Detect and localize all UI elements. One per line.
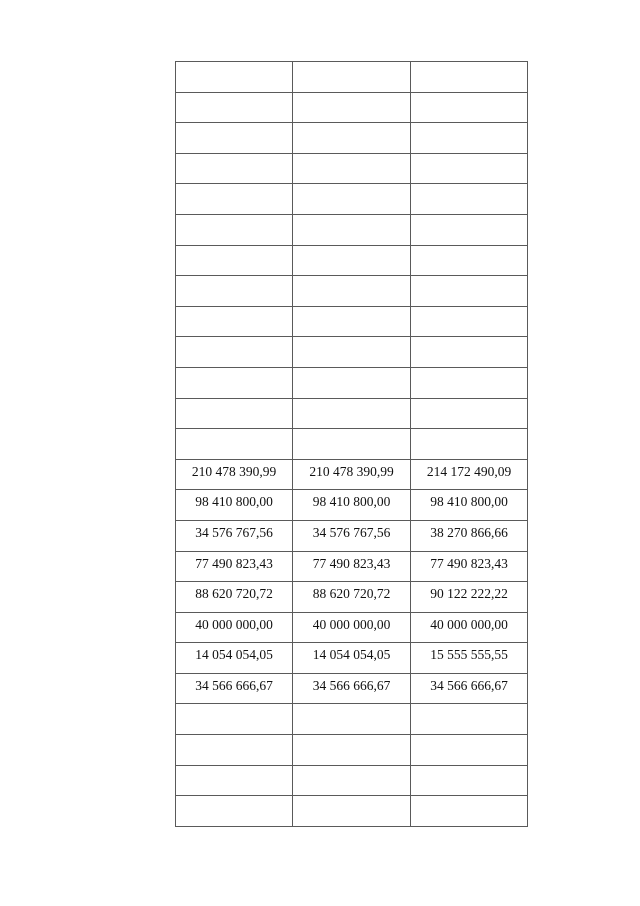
cell-value: 210 478 390,99 [191, 463, 277, 479]
table-cell [176, 612, 293, 643]
cell-value: 40 000 000,00 [312, 616, 391, 632]
table-cell [176, 673, 293, 704]
table-cell [411, 735, 528, 766]
table-cell [293, 123, 411, 154]
table-cell [411, 62, 528, 93]
table-cell [176, 582, 293, 613]
table-cell [411, 429, 528, 460]
table-cell [176, 184, 293, 215]
table-cell [293, 184, 411, 215]
table-row [176, 673, 528, 704]
table-cell [411, 306, 528, 337]
cell-value: 210 478 390,99 [309, 463, 394, 479]
table-cell [411, 612, 528, 643]
table-row [176, 337, 528, 368]
cell-value: 14 054 054,05 [312, 647, 391, 663]
table-cell [411, 704, 528, 735]
table-cell [176, 796, 293, 827]
table-row [176, 765, 528, 796]
table-cell [293, 337, 411, 368]
table-cell [293, 612, 411, 643]
table-row [176, 704, 528, 735]
table-cell [411, 520, 528, 551]
cell-value: 15 555 555,55 [430, 647, 508, 663]
table-row [176, 490, 528, 521]
table-cell [176, 429, 293, 460]
table-row [176, 398, 528, 429]
cell-value: 90 122 222,22 [430, 586, 508, 602]
table-row [176, 306, 528, 337]
cell-value: 77 490 823,43 [312, 555, 391, 571]
table-row [176, 520, 528, 551]
table-row [176, 214, 528, 245]
table-cell [176, 276, 293, 307]
table-cell [293, 520, 411, 551]
table-cell [411, 459, 528, 490]
data-table [175, 61, 528, 827]
table-row [176, 153, 528, 184]
table-cell [176, 92, 293, 123]
table-cell [176, 306, 293, 337]
table-cell [411, 643, 528, 674]
table-cell [293, 276, 411, 307]
table-cell [293, 459, 411, 490]
table-cell [176, 704, 293, 735]
cell-value: 98 410 800,00 [195, 494, 273, 510]
table-cell [293, 765, 411, 796]
table-row [176, 92, 528, 123]
table-cell [411, 245, 528, 276]
cell-value: 214 172 490,09 [426, 463, 512, 479]
cell-value: 77 490 823,43 [430, 555, 508, 571]
table-cell [411, 123, 528, 154]
table-cell [411, 398, 528, 429]
cell-value: 40 000 000,00 [430, 616, 508, 632]
cell-value: 34 566 666,67 [312, 677, 391, 693]
table-cell [293, 643, 411, 674]
table-cell [293, 367, 411, 398]
cell-value: 77 490 823,43 [195, 555, 273, 571]
table-cell [411, 184, 528, 215]
table-cell [176, 153, 293, 184]
table-row [176, 735, 528, 766]
table-cell [411, 551, 528, 582]
table-cell [411, 796, 528, 827]
cell-value: 34 566 666,67 [430, 677, 508, 693]
cell-value: 38 270 866,66 [430, 524, 508, 540]
table-cell [293, 92, 411, 123]
table-cell [176, 123, 293, 154]
table-row [176, 459, 528, 490]
cell-value: 34 576 767,56 [195, 524, 273, 540]
table-cell [293, 245, 411, 276]
table-cell [176, 459, 293, 490]
table-cell [176, 520, 293, 551]
table-cell [293, 306, 411, 337]
table-cell [411, 765, 528, 796]
table-cell [411, 276, 528, 307]
table-cell [293, 735, 411, 766]
table-cell [176, 490, 293, 521]
table-cell [293, 704, 411, 735]
table-cell [411, 490, 528, 521]
table-cell [411, 673, 528, 704]
cell-value: 98 410 800,00 [312, 494, 391, 510]
cell-value: 34 576 767,56 [312, 524, 391, 540]
cell-value: 34 566 666,67 [195, 677, 273, 693]
table-cell [411, 582, 528, 613]
cell-value: 88 620 720,72 [195, 586, 273, 602]
table-cell [176, 398, 293, 429]
table-cell [176, 337, 293, 368]
table-row [176, 245, 528, 276]
table-cell [293, 153, 411, 184]
table-cell [176, 245, 293, 276]
cell-value: 14 054 054,05 [195, 647, 273, 663]
table-cell [293, 429, 411, 460]
table-cell [411, 367, 528, 398]
table-body [176, 62, 528, 827]
table-cell [411, 153, 528, 184]
table-cell [176, 765, 293, 796]
table-cell [293, 673, 411, 704]
table-row [176, 367, 528, 398]
table-cell [411, 337, 528, 368]
table-cell [411, 214, 528, 245]
table-row [176, 796, 528, 827]
table-row [176, 551, 528, 582]
table-cell [293, 551, 411, 582]
cell-value: 98 410 800,00 [430, 494, 508, 510]
cell-value: 88 620 720,72 [312, 586, 391, 602]
table-row [176, 123, 528, 154]
table-row [176, 582, 528, 613]
table-cell [176, 735, 293, 766]
table-cell [411, 92, 528, 123]
table-row [176, 643, 528, 674]
table-row [176, 429, 528, 460]
table-cell [293, 398, 411, 429]
table-cell [293, 490, 411, 521]
table-cell [293, 796, 411, 827]
table-row [176, 612, 528, 643]
table-cell [176, 367, 293, 398]
table-cell [293, 582, 411, 613]
table-row [176, 184, 528, 215]
table-cell [176, 214, 293, 245]
table-row [176, 62, 528, 93]
table-cell [176, 643, 293, 674]
table-cell [176, 551, 293, 582]
table-row [176, 276, 528, 307]
table-cell [293, 62, 411, 93]
table-cell [176, 62, 293, 93]
cell-value: 40 000 000,00 [195, 616, 273, 632]
table-cell [293, 214, 411, 245]
